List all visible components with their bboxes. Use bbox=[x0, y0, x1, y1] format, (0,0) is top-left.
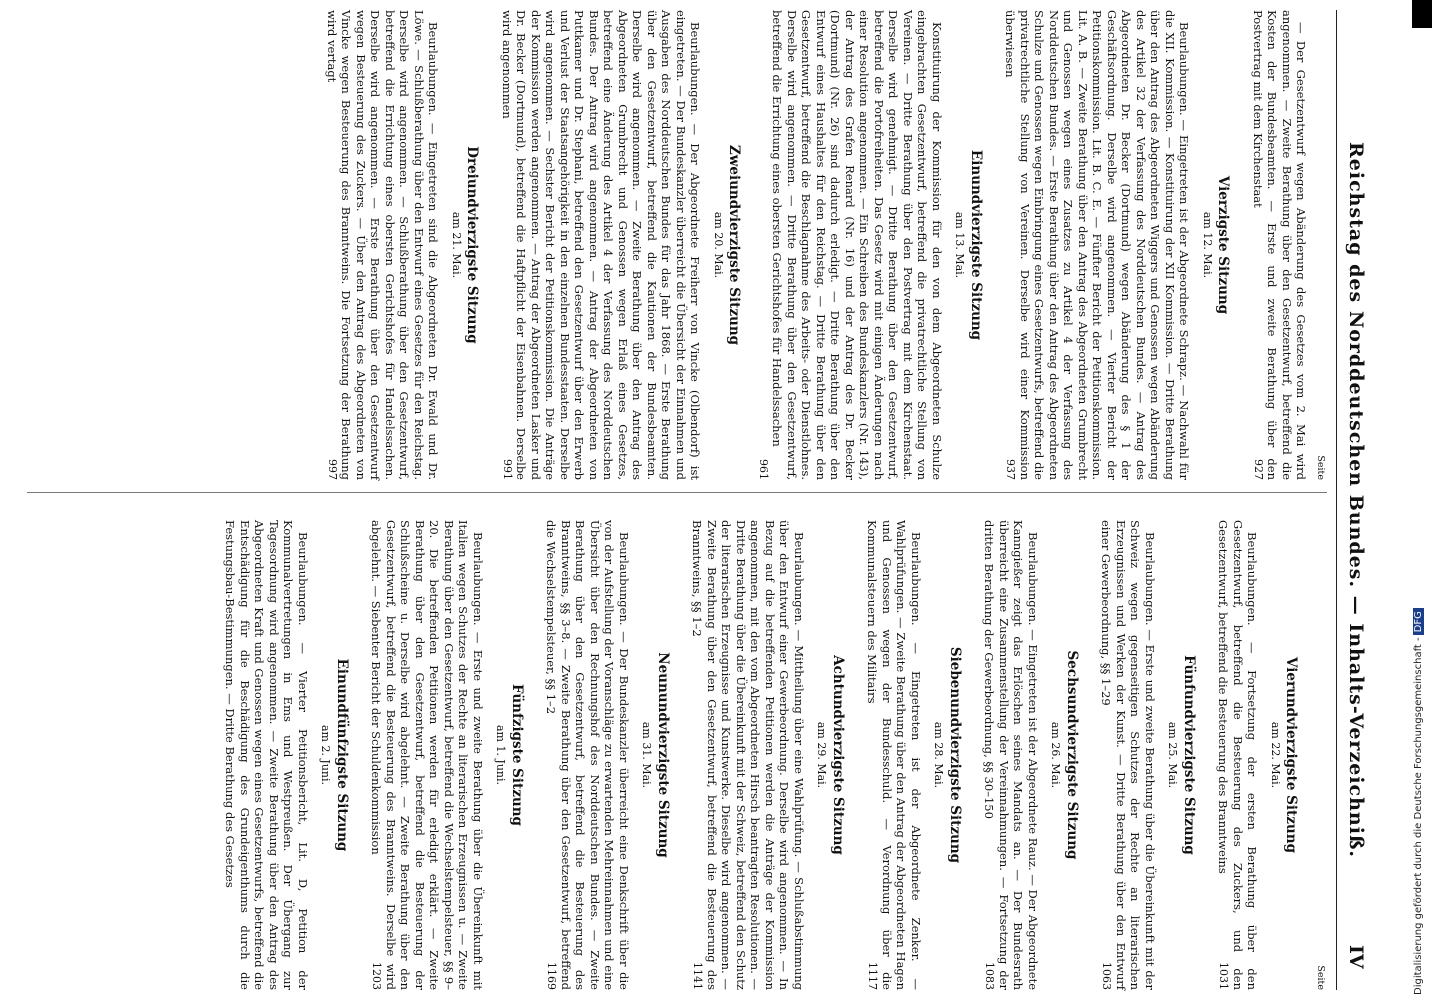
session-text: Beurlaubungen. — Vierter Petitionsbericht, Lit. D, Petition der Kommunalvertretungen in Ems und Westpreußen. Der Übergang zur Tagesordnung wird angenommen. — Zweite Berathung über den Antrag des Abgeordneten Kraft und Genossen wegen eines Gesetzentwurfs, betreffend die Entschädigung für die Beschädigung des Grundeigenthums durch die Festungsbau-Bestimmungen. — Dritte Berathung des Gesetzes bbox=[223, 520, 310, 990]
session-text: Beurlaubungen. — Fortsetzung der ersten Berathung über den Gesetzentwurf, betreffend die Besteuerung des Zuckers, und den Gesetzentwurf, betreffend die Besteuerung des Branntweins bbox=[1216, 520, 1260, 990]
page-ref: 1169 bbox=[545, 962, 559, 990]
session-entry bbox=[500, 10, 703, 480]
session-date: am 13. Mai. bbox=[953, 211, 967, 279]
session-text: Beurlaubungen. — Erste und zweite Berathung über die Übereinkunft mit der Schweiz wegen gegenseitigen Schutzes der Rechte an literarischen Erzeugnissen und Werken der Kunst. — Dritte Berathung über den Entwurf einer Gewerbeordnung, §§ 1–29 bbox=[1099, 520, 1157, 990]
page-ref: 1031 bbox=[1217, 962, 1231, 990]
page-title: Reichstag des Norddeutschen Bundes. — Inhalts-Verzeichniß. bbox=[1345, 141, 1367, 859]
session-text: Beurlaubungen. — Mittheilung über eine Wahlprüfung. — Schlußabstimmung über den Entwurf einer Gewerbeordnung. Derselbe wird angenommen. — In Bezug auf die betreffenden Petitionen werden die Anträge der Kommission angenommen, mit den vom Abgeordneten Hirsch beantragten Resolutionen. — Dritte Berathung über die Übereinkunft mit der Schweiz, betreffend den Schutz der literarischen Erzeugnisse und Kunstwerke. Dieselbe wird angenommen. — Zweite Berathung über den Gesetzentwurf, betreffend die Besteuerung des Branntweins, §§ 1–2 bbox=[690, 520, 806, 990]
session-date: am 20. Mai. bbox=[712, 211, 725, 279]
session-entry bbox=[1216, 520, 1260, 990]
page-ref: 937 bbox=[1004, 459, 1018, 480]
dfg-logo: DFG bbox=[1413, 608, 1424, 635]
session-date: am 12. Mai. bbox=[1201, 211, 1214, 279]
page-ref: 1083 bbox=[983, 962, 997, 990]
session-entry bbox=[982, 520, 1040, 990]
session-text: Beurlaubungen. — Der Bundeskanzler überreicht eine Denkschrift über die von der Aufstellung der Voranschläge zu erwartenden Mehreinnahmen und eine Übersicht über den Rechnungshof des Norddeutschen Bundes. — Zweite Berathung über den Gesetzentwurf, betreffend die Besteuerung des Branntweins, §§ 3–8. — Zweite Berathung über den Gesetzentwurf, betreffend die Wechselstempelsteuer, §§ 1–2 bbox=[544, 520, 631, 990]
page-ref: 927 bbox=[1252, 459, 1265, 480]
session-heading: Zweiundvierzigste Sitzung bbox=[726, 144, 743, 346]
session-heading: Fünfundvierzigste Sitzung bbox=[1181, 655, 1197, 855]
session-heading: Neunundvierzigste Sitzung bbox=[655, 652, 671, 858]
session-text: Beurlaubungen. — Eingetreten ist der Abgeordnete Rauz. — Der Abgeordnete Kanngießer zeigt das Erlöschen seines Mandats an. — Der Bundesrath überreicht eine Zusammenstellung der Vereinnahmungen. — Fortsetzung der dritten Berathung der Gewerbeordnung, §§ 30–150 bbox=[982, 520, 1040, 990]
session-heading: Fünfzigste Sitzung bbox=[509, 684, 525, 826]
session-heading: Einundvierzigste Sitzung bbox=[968, 149, 984, 341]
session-date: am 28. Mai. bbox=[932, 721, 946, 789]
right-column bbox=[17, 520, 1327, 990]
intro-entry bbox=[1251, 10, 1309, 480]
session-heading: Dreiundvierzigste Sitzung bbox=[464, 146, 481, 344]
session-text: Beurlaubungen. — Eingetreten ist der Abgeordnete Zenker. — Wahlprüfungen. — Zweite Berathung über den Antrag der Abgeordneten Hagen und Genossen wegen der Bundesschuld. — Verordnung über die Kommunalsteuern des Militairs bbox=[865, 520, 923, 990]
page-ref: 1117 bbox=[866, 962, 880, 990]
session-entry bbox=[1099, 520, 1157, 990]
header-rule bbox=[1336, 10, 1337, 990]
session-heading: Siebenundvierzigste Sitzung bbox=[947, 646, 963, 864]
seite-label: Seite bbox=[1315, 455, 1326, 480]
digitization-credit bbox=[1413, 0, 1429, 995]
page-ref: 1141 bbox=[691, 962, 705, 990]
page-ref: 1063 bbox=[1100, 962, 1114, 990]
session-date: am 29. Mai. bbox=[815, 721, 829, 789]
session-entry bbox=[369, 520, 485, 990]
session-entry bbox=[325, 10, 441, 480]
session-date: am 21. Mai. bbox=[450, 211, 463, 279]
session-text: Beurlaubungen. — Der Abgeordnete Freiherr von Vincke (Olbendorf) ist eingetreten. — Der Bundeskanzler überreicht die Übersicht der Einnahmen und Ausgaben des Norddeutschen Bundes für das Jahr 1868. — Erste Berathung über den Gesetzentwurf, betreffend die Kautionen der Bundesbeamten. Derselbe wird angenommen. — Zweite Berathung über den Antrag des Abgeordneten Grumbrecht und Genossen wegen Erlaß eines Gesetzes, betreffend eine Änderung des Artikel 4 der Verfassung des Norddeutschen Bundes. Der Antrag wird angenommen. — Antrag der Abgeordneten von Puttkamer und Dr. Stephani, betreffend den Gesetzentwurf über den Erwerb und Verlust der Staatsangehörigkeit in den einzelnen Bundesstaaten. Derselbe wird angenommen. — Sechster Bericht der Petitionskommission. Die Anträge der Kommission werden angenommen. — Antrag der Abgeordneten Lasker und Dr. Becker (Dortmund), betreffend die Haftpflicht der Eisenbahnen. Derselbe wird angenommen bbox=[500, 10, 703, 480]
session-date: am 31. Mai. bbox=[640, 721, 654, 789]
page-number: IV bbox=[1345, 945, 1367, 969]
column-separator bbox=[27, 492, 1327, 493]
page-ref: 1203 bbox=[370, 962, 384, 990]
session-date: am 1. Juni. bbox=[494, 724, 508, 786]
credit-text: Digitalisierung gefördert durch die Deutsche Forschungsgemeinschaft - bbox=[1413, 637, 1424, 995]
session-date: am 2. Juni. bbox=[319, 724, 333, 786]
session-date: am 25. Mai. bbox=[1166, 721, 1180, 789]
session-text: Konstituirung der Kommission für den von dem Abgeordneten Schulze eingebrachten Gesetzentwurf, betreffend die privatrechtliche Stellung von Vereinen. — Dritte Berathung über den Postvertrag mit dem Kirchenstaat. Derselbe wird genehmigt. — Dritte Berathung über den Gesetzentwurf, betreffend die Portofreiheiten. Das Gesetz wird mit einigen Änderungen nach einer Resolution angenommen. — Ein Schreiben des Bundeskanzlers (Nr. 143), der Antrag des Grafen Renard (Nr. 16) und der Antrag des Dr. Becker (Dortmund) (Nr. 26) sind dadurch erledigt. — Dritte Berathung über den Entwurf eines Haushaltes für den Reichstag. — Dritte Berathung über den Gesetzentwurf, betreffend die Beschlagnahme des Arbeits- oder Dienstlohnes. Derselbe wird angenommen. — Dritte Berathung über den Gesetzentwurf, betreffend die Errichtung eines obersten Gerichtshofes für Handelssachen bbox=[770, 10, 944, 480]
session-heading: Sechsundvierzigste Sitzung bbox=[1064, 650, 1080, 860]
session-entry bbox=[223, 520, 310, 990]
session-entry bbox=[865, 520, 923, 990]
session-entry bbox=[1003, 10, 1192, 480]
session-heading: Vierundvierzigste Sitzung bbox=[1283, 656, 1300, 854]
session-entry bbox=[544, 520, 631, 990]
page-ref: 997 bbox=[326, 459, 339, 480]
session-text: Beurlaubungen. — Erste und zweite Berathung über die Übereinkunft mit Italien wegen Schutzes der Rechte an literarischen Erzeugnissen u. — Zweite Berathung über den Gesetzentwurf, betreffend die Wechselstempelsteuer, §§ 9–20. Die betreffenden Petitionen werden für erledigt erklärt. — Zweite Berathung über den Gesetzentwurf, betreffend die Besteuerung der Schlußscheine u. Derselbe wird abgelehnt. — Zweite Berathung über den Gesetzentwurf, betreffend die Besteuerung des Branntweins. Derselbe wird abgelehnt. — Siebenter Bericht der Schuldenkommission bbox=[369, 520, 485, 990]
session-heading: Achtundvierzigste Sitzung bbox=[830, 655, 846, 855]
session-heading: Einundfünfzigste Sitzung bbox=[334, 658, 350, 852]
page-ref: 991 bbox=[501, 459, 514, 480]
session-heading: Vierzigste Sitzung bbox=[1215, 175, 1232, 315]
seite-label: Seite bbox=[1315, 965, 1326, 990]
page-header bbox=[1327, 0, 1377, 1000]
left-column bbox=[17, 10, 1327, 480]
intro-text: — Der Gesetzentwurf wegen Abänderung des Gesetzes vom 2. Mai wird angenommen. — Zweite Berathung über den Gesetzentwurf, betreffend die Kosten der Bundesbeamten. — Erste und zweite Berathung über den Postvertrag mit dem Kirchenstaat bbox=[1251, 10, 1309, 480]
session-date: am 22. Mai. bbox=[1269, 721, 1282, 789]
session-text: Beurlaubungen. — Eingetreten sind die Abgeordneten Dr. Ewald und Dr. Löwe. — Schlußberathung über den Entwurf eines Gesetzes für den Reichstag. Derselbe wird angenommen. — Schlußberathung über den Gesetzentwurf, betreffend die Errichtung eines obersten Gerichtshofes für Handelssachen. Derselbe wird angenommen. — Erste Berathung über den Gesetzentwurf wegen Besteuerung des Zuckers. — Über den Antrag des Abgeordneten von Vincke wegen Besteuerung des Branntweins. Die Fortsetzung der Berathung wird vertagt bbox=[325, 10, 441, 480]
session-text: Beurlaubungen. — Eingetreten ist der Abgeordnete Schrapz. — Nachwahl für die XII. Kommission. — Konstituirung der XII Kommission. — Dritte Berathung über den Antrag des Abgeordneten Wiggers und Genossen wegen Abänderung des Artikel 32 der Verfassung des Norddeutschen Bundes. — Antrag des Abgeordneten Dr. Becker (Dortmund) wegen Abänderung des § 1 der Geschäftsordnung. Derselbe wird angenommen. — Vierter Bericht der Petitionskommission. Lit. B. C. E. — Fünfter Bericht der Petitionskommission. Lit. A. B. — Zweite Berathung über den Antrag des Abgeordneten Grumbrecht und Genossen wegen eines Zusatzes zu Artikel 4 der Verfassung des Norddeutschen Bundes. — Erste Berathung über den Antrag des Abgeordneten Schulze und Genossen wegen Einbringung eines Gesetzentwurfs, betreffend die privatrechtliche Stellung von Vereinen. Derselbe wird einer Kommission überwiesen bbox=[1003, 10, 1192, 480]
session-entry bbox=[690, 520, 806, 990]
session-date: am 26. Mai. bbox=[1049, 721, 1063, 789]
page-ref: 961 bbox=[757, 459, 770, 480]
session-entry bbox=[757, 10, 944, 480]
